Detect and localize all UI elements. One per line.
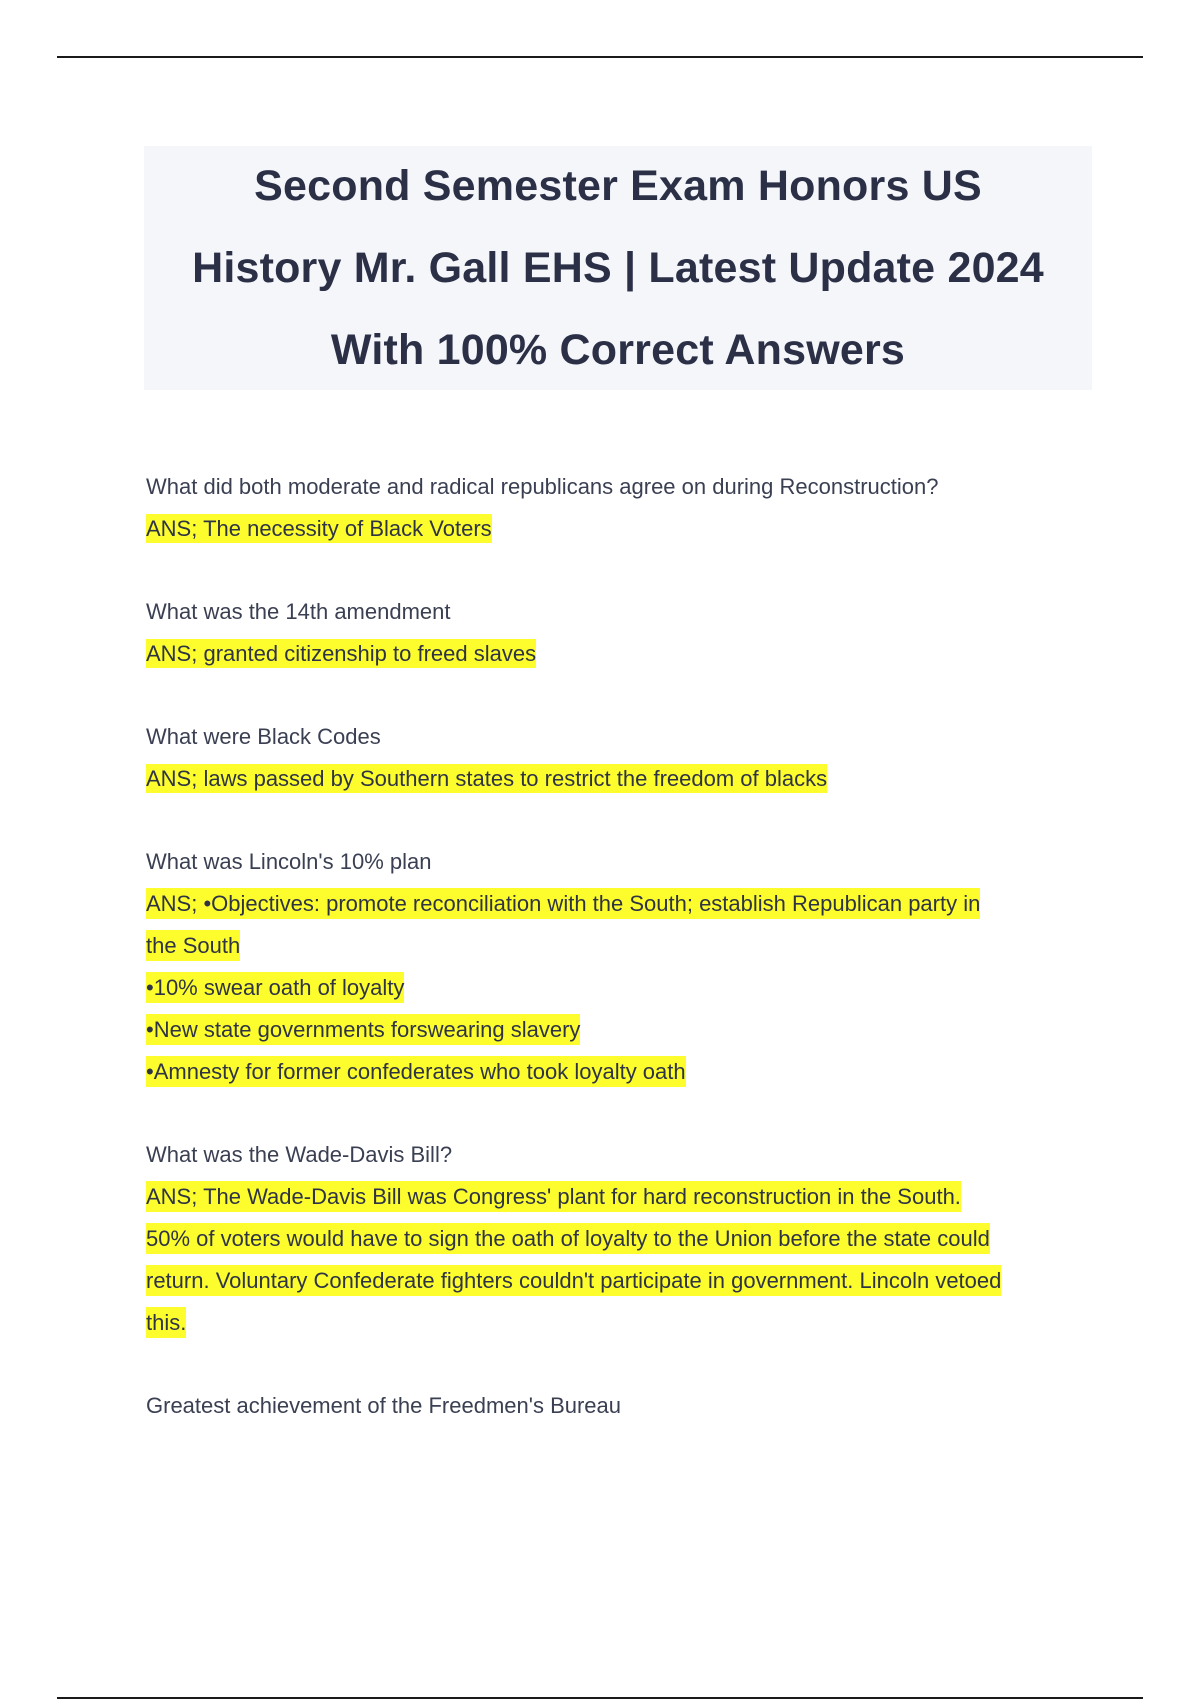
qa-item xyxy=(146,841,1096,1093)
answer-line-wrap xyxy=(146,1051,1096,1093)
answer-line-wrap xyxy=(146,1218,1096,1260)
answer-line: 50% of voters would have to sign the oath of loyalty to the Union before the state could xyxy=(146,1223,990,1254)
bottom-rule xyxy=(57,1697,1143,1699)
qa-item xyxy=(146,466,1096,550)
question-text: What was the 14th amendment xyxy=(146,599,451,624)
answer-line: ANS; The necessity of Black Voters xyxy=(146,516,492,541)
question-text: Greatest achievement of the Freedmen's Bureau xyxy=(146,1393,622,1418)
qa-list xyxy=(146,466,1096,1468)
answer-line: •10% swear oath of loyalty xyxy=(146,972,404,1003)
answer-line-wrap xyxy=(146,883,1096,925)
answer-line: ANS; laws passed by Southern states to restrict the freedom of blacks xyxy=(146,766,828,791)
answer-line: ANS; granted citizenship to freed slaves xyxy=(146,641,537,666)
answer-line: •New state governments forswearing slavery xyxy=(146,1014,580,1045)
answer-line: the South xyxy=(146,930,240,961)
answer-line: this. xyxy=(146,1307,186,1338)
title-line-1: Second Semester Exam Honors US xyxy=(254,162,982,210)
answer-line: ANS; •Objectives: promote reconciliation with the South; establish Republican party in xyxy=(146,888,980,919)
answer-line-wrap xyxy=(146,1302,1096,1344)
top-rule xyxy=(57,56,1143,58)
answer-line-wrap xyxy=(146,1009,1096,1051)
question-text: What did both moderate and radical republicans agree on during Reconstruction? xyxy=(146,474,939,499)
document-title xyxy=(192,145,1044,391)
question-text: What was Lincoln's 10% plan xyxy=(146,849,432,874)
answer-line-wrap xyxy=(146,967,1096,1009)
qa-item xyxy=(146,1385,1096,1427)
answer-text xyxy=(146,883,1096,1093)
answer-text xyxy=(146,508,1096,550)
qa-item xyxy=(146,1134,1096,1344)
answer-line-wrap xyxy=(146,1260,1096,1302)
title-banner xyxy=(144,146,1092,390)
question-text: What was the Wade-Davis Bill? xyxy=(146,1142,453,1167)
title-line-3: With 100% Correct Answers xyxy=(330,326,906,374)
qa-item xyxy=(146,716,1096,800)
answer-line: return. Voluntary Confederate fighters couldn't participate in government. Lincoln vetoed xyxy=(146,1265,1001,1296)
answer-text xyxy=(146,758,1096,800)
answer-line-wrap xyxy=(146,925,1096,967)
answer-line-wrap xyxy=(146,1176,1096,1218)
answer-line: ANS; The Wade-Davis Bill was Congress' plant for hard reconstruction in the South. xyxy=(146,1181,961,1212)
qa-item xyxy=(146,591,1096,675)
answer-text xyxy=(146,1176,1096,1344)
answer-line: •Amnesty for former confederates who took loyalty oath xyxy=(146,1056,686,1087)
title-line-2: History Mr. Gall EHS | Latest Update 2024 xyxy=(192,244,1044,292)
answer-text xyxy=(146,633,1096,675)
question-text: What were Black Codes xyxy=(146,724,381,749)
